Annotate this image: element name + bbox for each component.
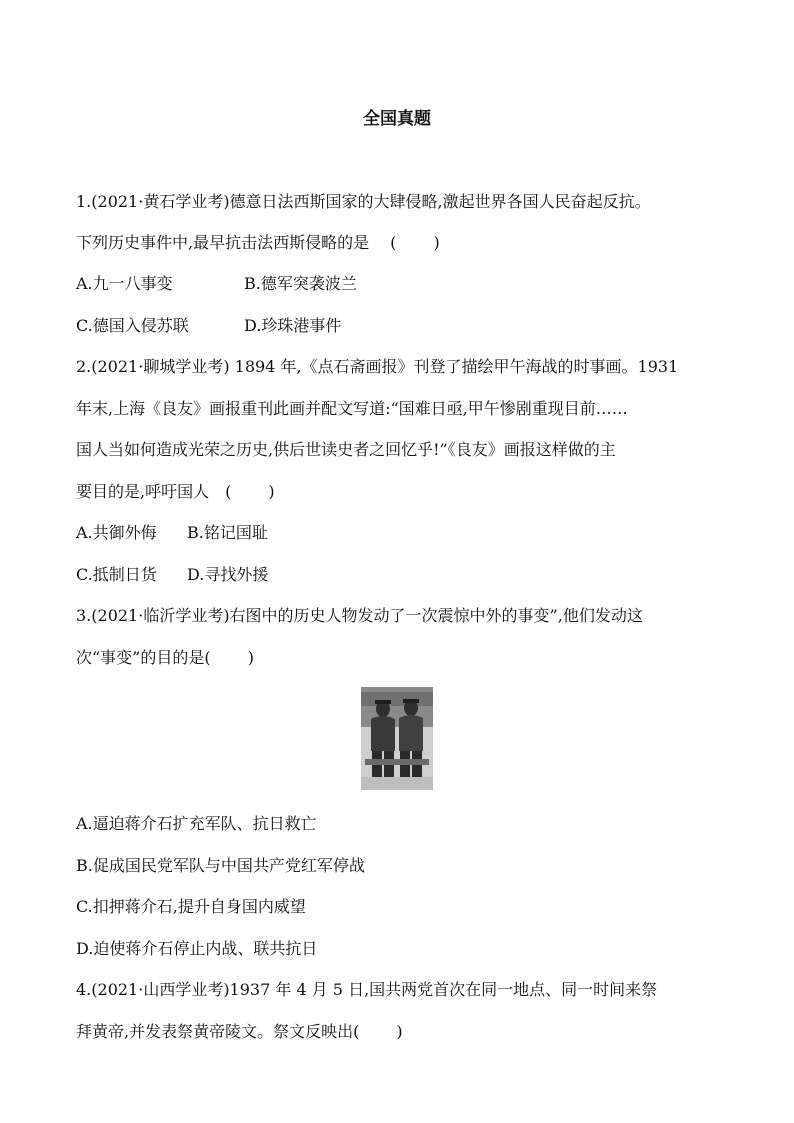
q1-option-a: A.九一八事变 (76, 274, 173, 293)
q1-option-b: B.德军突袭波兰 (244, 274, 357, 293)
q2-stem-line4: 要目的是,呼吁国人 ( ) (76, 482, 275, 501)
q3-stem-line2: 次“事变”的目的是( ) (76, 648, 254, 667)
q1-option-c: C.德国入侵苏联 (76, 316, 189, 335)
q3-option-c: C.扣押蒋介石,提升自身国内威望 (76, 897, 306, 916)
q4-stem-line2: 拜黄帝,并发表祭黄帝陵文。祭文反映出( ) (76, 1022, 403, 1041)
q2-stem-line2: 年末,上海《良友》画报重刊此画并配文写道:“国难日亟,甲午惨剧重现目前…… (76, 399, 628, 418)
q1-stem-line2: 下列历史事件中,最早抗击法西斯侵略的是 ( ) (76, 233, 440, 252)
q2-option-c: C.抵制日货 (76, 565, 157, 584)
q3-option-a: A.逼迫蒋介石扩充军队、抗日救亡 (76, 814, 317, 833)
q3-option-d: D.迫使蒋介石停止内战、联共抗日 (76, 939, 318, 958)
q4-stem-line1: 4.(2021·山西学业考)1937 年 4 月 5 日,国共两党首次在同一地点、同一时间来祭 (76, 980, 658, 999)
q2-option-d: D.寻找外援 (187, 565, 269, 584)
q3-stem-line1: 3.(2021·临沂学业考)右图中的历史人物发动了一次震惊中外的事变”,他们发动这 (76, 606, 643, 625)
historical-photo (361, 687, 433, 790)
q2-stem-line3: 国人当如何造成光荣之历史,供后世读史者之回忆乎!”《良友》画报这样做的主 (76, 440, 616, 459)
q2-option-a: A.共御外侮 (76, 523, 157, 542)
q1-option-d: D.珍珠港事件 (244, 316, 342, 335)
q1-stem-line1: 1.(2021·黄石学业考)德意日法西斯国家的大肆侵略,激起世界各国人民奋起反抗。 (76, 192, 651, 211)
page-title: 全国真题 (363, 109, 431, 129)
q3-option-b: B.促成国民党军队与中国共产党红军停战 (76, 856, 365, 875)
q2-option-b: B.铭记国耻 (187, 523, 268, 542)
q2-stem-line1: 2.(2021·聊城学业考) 1894 年,《点石斋画报》刊登了描绘甲午海战的时事画。1931 (76, 357, 679, 376)
